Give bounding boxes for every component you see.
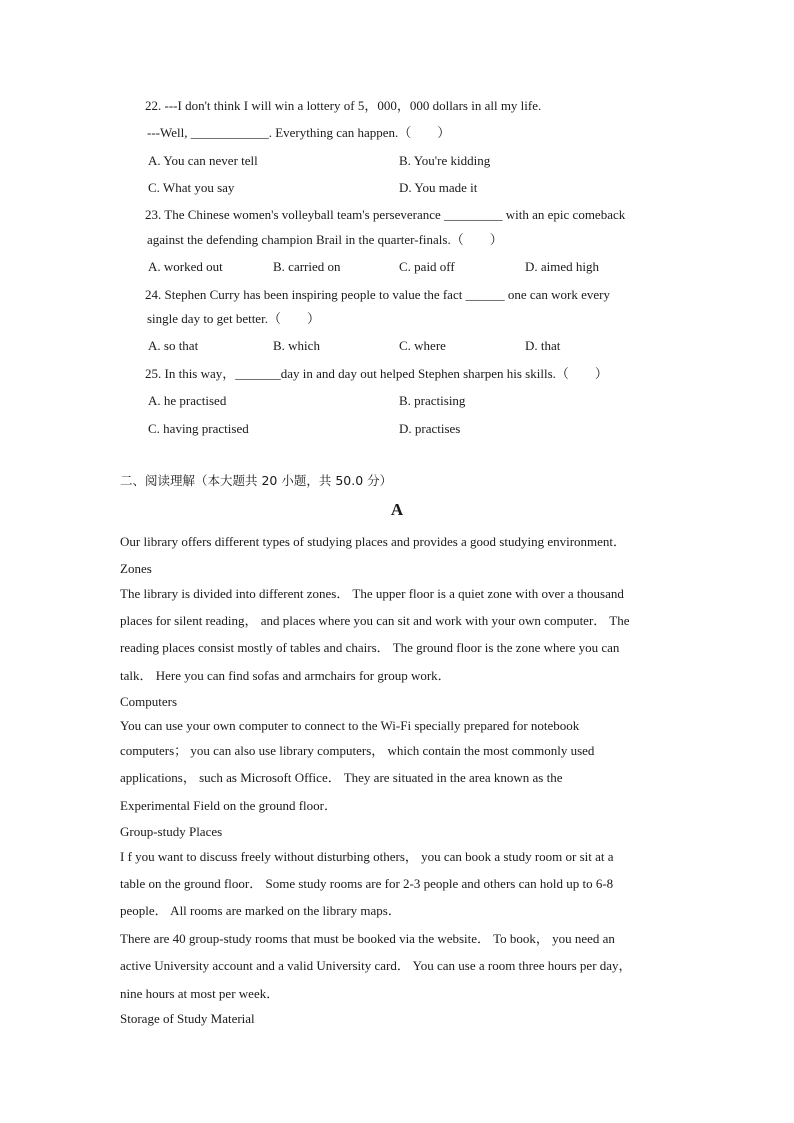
group-study-line: active University account and a valid University card． You can use a room three hours per day， bbox=[120, 958, 632, 973]
option-b[interactable]: B. practising bbox=[399, 393, 466, 408]
computers-heading: Computers bbox=[120, 694, 178, 709]
question-24 bbox=[145, 287, 610, 303]
passage-intro: Our library offers different types of studying places and provides a good studying environment． bbox=[120, 534, 627, 549]
zones-line: talk． Here you can find sofas and armchairs for group work． bbox=[120, 668, 451, 683]
passage-letter: A bbox=[390, 500, 404, 519]
question-number: 24. bbox=[145, 287, 162, 302]
option-c[interactable]: C. paid off bbox=[399, 259, 455, 274]
computers-line: applications， such as Microsoft Office． They are situated in the area known as the bbox=[120, 770, 563, 785]
option-d[interactable]: D. aimed high bbox=[525, 259, 600, 274]
question-22 bbox=[145, 98, 541, 114]
question-24-line2: single day to get better.（ ） bbox=[147, 311, 320, 326]
zones-heading: Zones bbox=[120, 561, 152, 576]
question-number: 22. bbox=[145, 98, 162, 113]
question-text: Stephen Curry has been inspiring people to value the fact ______ one can work every bbox=[164, 287, 610, 302]
group-study-line: table on the ground floor． Some study rooms are for 2-3 people and others can hold up to 6-8 bbox=[120, 876, 614, 891]
group-study-line: nine hours at most per week． bbox=[120, 986, 280, 1001]
option-b[interactable]: B. You're kidding bbox=[399, 153, 491, 168]
group-study-line: I f you want to discuss freely without disturbing others， you can book a study room or sit at a bbox=[120, 849, 614, 864]
option-c[interactable]: C. where bbox=[399, 338, 446, 353]
zones-line: The library is divided into different zones． The upper floor is a quiet zone with over a thousand bbox=[120, 586, 624, 601]
option-c[interactable]: C. What you say bbox=[148, 180, 235, 195]
option-d[interactable]: D. You made it bbox=[399, 180, 478, 195]
question-23-line2: against the defending champion Brail in the quarter-finals.（ ） bbox=[147, 232, 503, 247]
group-study-line: There are 40 group-study rooms that must be booked via the website． To book， you need an bbox=[120, 931, 615, 946]
computers-line: Experimental Field on the ground floor． bbox=[120, 798, 337, 813]
question-text: The Chinese women's volleyball team's perseverance _________ with an epic comeback bbox=[164, 207, 626, 222]
question-text: ---I don't think I will win a lottery of 5，000，000 dollars in all my life. bbox=[164, 98, 542, 113]
storage-heading: Storage of Study Material bbox=[120, 1011, 255, 1026]
section-title: 二、阅读理解（本大题共 20 小题，共 50.0 分） bbox=[120, 473, 393, 488]
zones-line: reading places consist mostly of tables and chairs． The ground floor is the zone where you can bbox=[120, 640, 620, 655]
question-number: 25. bbox=[145, 366, 162, 381]
option-c[interactable]: C. having practised bbox=[148, 421, 249, 436]
computers-line: You can use your own computer to connect to the Wi-Fi specially prepared for notebook bbox=[120, 718, 580, 733]
question-22-line2: ---Well, ____________. Everything can happen.（ ） bbox=[147, 125, 451, 140]
option-b[interactable]: B. which bbox=[273, 338, 320, 353]
question-text: In this way，_______day in and day out helped Stephen sharpen his skills.（ ） bbox=[164, 366, 608, 381]
option-a[interactable]: A. worked out bbox=[148, 259, 223, 274]
option-d[interactable]: D. that bbox=[525, 338, 561, 353]
option-d[interactable]: D. practises bbox=[399, 421, 461, 436]
option-a[interactable]: A. so that bbox=[148, 338, 199, 353]
option-a[interactable]: A. You can never tell bbox=[148, 153, 258, 168]
option-b[interactable]: B. carried on bbox=[273, 259, 341, 274]
group-study-line: people． All rooms are marked on the library maps． bbox=[120, 903, 401, 918]
group-study-heading: Group-study Places bbox=[120, 824, 223, 839]
computers-line: computers； you can also use library computers， which contain the most commonly used bbox=[120, 743, 595, 758]
question-number: 23. bbox=[145, 207, 162, 222]
question-23 bbox=[145, 207, 625, 223]
zones-line: places for silent reading， and places where you can sit and work with your own computer． The bbox=[120, 613, 630, 628]
option-a[interactable]: A. he practised bbox=[148, 393, 227, 408]
question-25 bbox=[145, 366, 608, 382]
